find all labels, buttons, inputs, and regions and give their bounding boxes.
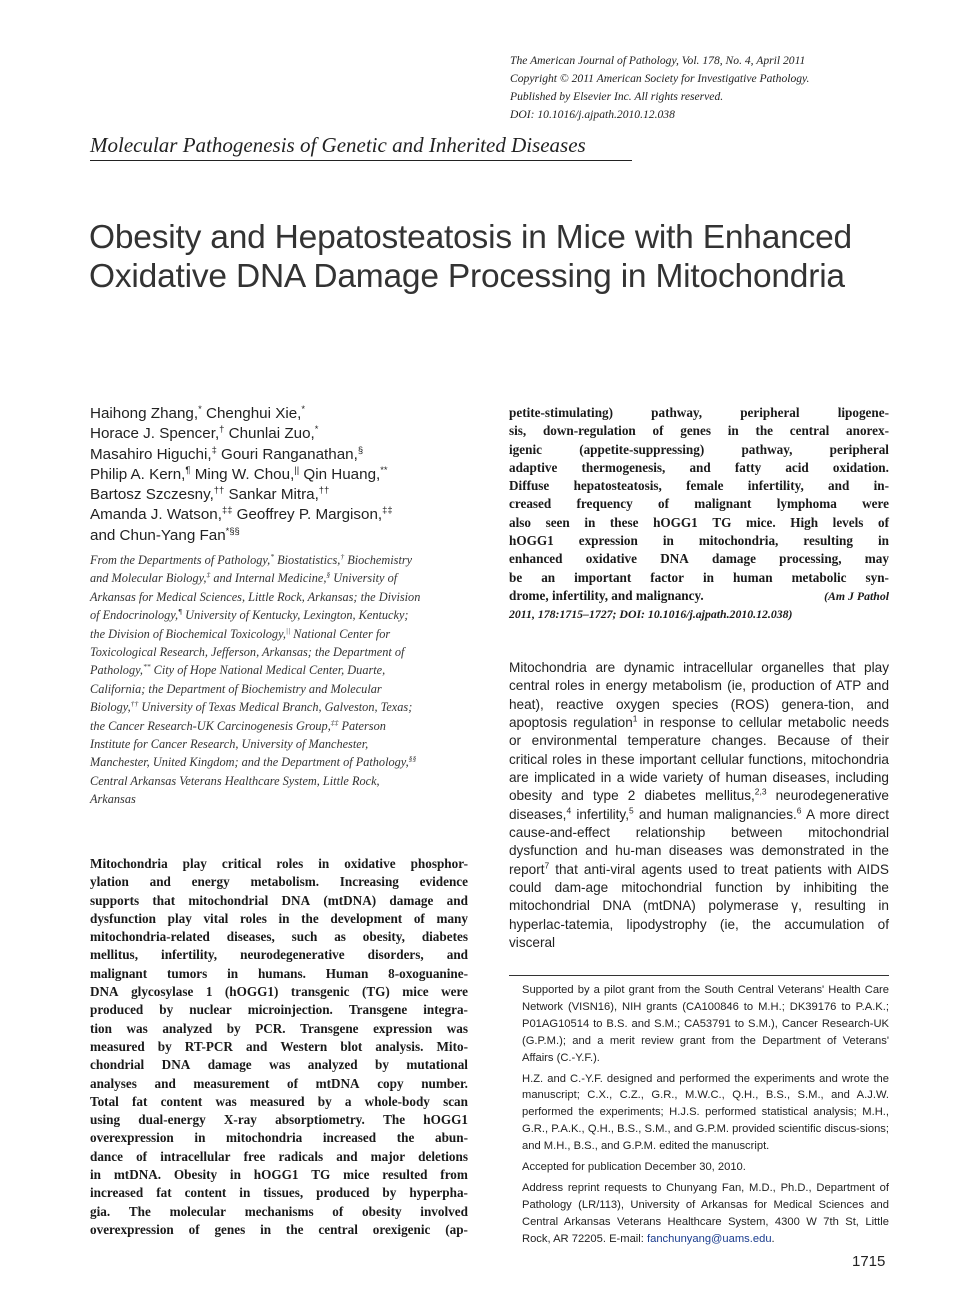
abstract-line: mellitus, infertility, neurodegenerative disorders, and [90,947,468,963]
abstract-line: be an important factor in human metabolic syn- [509,569,889,585]
affiliation-line: Arkansas for Medical Sciences, Little Rock, Arkansas; the Division [90,589,421,604]
page-number: 1715 [852,1253,886,1270]
reference-marker[interactable]: 1 [632,713,638,724]
abstract-line: Mitochondria play critical roles in oxidative phosphor- [90,856,468,871]
abstract-line: DNA glycosylase 1 (hOGG1) transgenic (TG) mice were [90,984,468,1000]
footnote-accepted: Accepted for publication December 30, 2010. [522,1161,746,1174]
abstract-line: adaptive thermogenesis, and fatty acid oxidation. [509,459,889,475]
abstract-last-line: drome, infertility, and malignancy. [509,587,704,603]
author-list [90,404,480,546]
affiliation-line: Pathology,** City of Hope National Medical Center, Duarte, [90,662,386,678]
abstract-line: enhanced oxidative DNA damage processing, may [509,551,889,567]
abstract-line: analyses and measurement of mtDNA copy number. [90,1075,468,1091]
affiliation-line: and Molecular Biology,‡ and Internal Medicine,§ University of [90,570,398,586]
affiliation-line: Manchester, United Kingdom; and the Department of Pathology,§§ [90,754,417,770]
abstract-line: measured by RT-PCR and Western blot analysis. Mito- [90,1038,468,1054]
author-line: Philip A. Kern,¶ Ming W. Chou,|| Qin Huang,** [90,463,388,483]
footnote-reprint: Address reprint requests to Chunyang Fan, M.D., Ph.D., Department of Pathology (LR/113), University of Arkansas for Medical Sciences and Central Arkansas Veterans Healthcare System, 4300 W 7th St, Little Rock, AR 72205. E-mail: fanchunyang@uams.edu. [522,1181,889,1245]
article-title [89,218,889,296]
abstract-line: hOGG1 expression in mitochondria, resulting in [509,533,889,549]
abstract-line: dysfunction play vital roles in the development of many [90,910,468,926]
reference-marker[interactable]: 7 [544,860,550,871]
abstract-line: produced by nuclear microinjection. Transgene integra- [90,1002,468,1018]
abstract-line: mitochondria-related diseases, such as obesity, diabetes [90,929,468,945]
abstract-line: using dual-energy X-ray absorptiometry. The hOGG1 [90,1112,468,1128]
affiliation-line: of Endocrinology,¶ University of Kentucky, Lexington, Kentucky; [90,607,409,623]
abstract-line: chondrial DNA damage was analyzed by mutational [90,1057,468,1073]
abstract-line: supports that mitochondrial DNA (mtDNA) damage and [90,892,468,908]
reference-marker[interactable]: 2,3 [754,786,767,797]
author-line: Amanda J. Watson,‡‡ Geoffrey P. Margison,‡‡ [90,504,393,524]
title-line: Obesity and Hepatosteatosis in Mice with Enhanced [89,219,852,256]
abstract-citation-start: (Am J Pathol [824,588,889,603]
journal-info [510,52,910,124]
affiliation-line: California; the Department of Biochemistry and Molecular [90,681,382,696]
abstract-line: tion was analyzed by PCR. Transgene expression was [90,1020,468,1036]
footnote-contributions: H.Z. and C.-Y.F. designed and performed the experiments and wrote the manuscript; C.X., C.Z., G.R., M.W.C., Q.H., B.S., S.M., and A.J.W. performed the experiments; H.J.S. performed statistical analysis; M.H., G.R., P.A.K., Q.H., B.S., S.M., and G.P.M. provided scientific discus-sions; and M.H., B.S., and G.P.M. edited the manuscript. [522,1072,889,1153]
abstract-line: ylation and energy metabolism. Increasing evidence [90,874,468,890]
abstract-line: Total fat content was measured by a whole-body scan [90,1093,468,1109]
affiliation-line: Biology,†† University of Texas Medical Branch, Galveston, Texas; [90,699,413,715]
title-line: Oxidative DNA Damage Processing in Mitochondria [89,258,845,295]
abstract-citation-line [509,587,889,605]
journal-publisher: Published by Elsevier Inc. All rights reserved. [510,90,724,103]
author-line: Bartosz Szczesny,†† Sankar Mitra,†† [90,484,330,504]
abstract-line: overexpression of genes in the central orexigenic (ap- [90,1221,468,1237]
affiliation-line: the Cancer Research-UK Carcinogenesis Group,‡‡ Paterson [90,717,386,733]
reference-marker[interactable]: 6 [796,805,802,816]
abstract-line: sis, down-regulation of genes in the central anorex- [509,423,889,439]
reference-marker[interactable]: 4 [566,805,572,816]
journal-doi: DOI: 10.1016/j.ajpath.2010.12.038 [510,108,675,121]
abstract-line: malignant tumors in humans. Human 8-oxoguanine- [90,965,468,981]
abstract-line: petite-stimulating) pathway, peripheral lipogene- [509,405,889,420]
abstract-right-column [509,404,889,624]
abstract-line: also seen in these hOGG1 TG mice. High levels of [509,514,889,530]
journal-copyright: Copyright © 2011 American Society for Investigative Pathology. [510,72,810,85]
affiliation-line: Toxicological Research, Jefferson, Arkansas; the Department of [90,645,405,660]
reference-marker[interactable]: 5 [629,805,634,816]
footnotes [509,982,889,1248]
abstract-line: igenic (appetite-suppressing) pathway, peripheral [509,441,889,457]
abstract-right-lines [509,404,889,587]
abstract-left-column [90,855,468,1239]
footnote-divider [509,975,889,976]
body-paragraph: Mitochondria are dynamic intracellular organelles that play central roles in energy metabolism (ie, production of ATP and heat), reactive oxygen species (ROS) genera-tion, and apoptosis regulation$^1$ in response to cellular metabolic needs or environmental temperature changes. Because of their critical roles in these important cellular functions, mitochondria are implicated in a wide variety of human diseases, including obesity and type 2 diabetes mellitus,$^{2,3}$ neurodegenerative diseases,$^4$ infertility,$^5$ and human malignancies.$^6$ A more direct cause-and-effect relationship between mitochondrial dysfunction and hu-man diseases was demonstrated in the report$^7$ that anti-viral agents used to treat patients with AIDS could dam-age mitochondrial function by inhibiting the mitochondrial DNA (mtDNA) polymerase γ, resulting in hyperlac-tatemia, lipodystrophy (ie, the accumulation of visceral [509,660,889,951]
footnote-support: Supported by a pilot grant from the South Central Veterans' Health Care Network (VISN16), NIH grants (CA100846 to M.H.; DK39176 to P.A.K.; P01AG10514 to B.S. and S.M.; CA53791 to S.M.), Cancer Research-UK (G.P.M.); and a merit review grant from the Department of Veterans' Affairs (C.-Y.F.). [522,984,889,1064]
abstract-line: Diffuse hepatosteatosis, female infertility, and in- [509,478,889,494]
affiliation-line: Central Arkansas Veterans Healthcare System, Little Rock, [90,773,380,788]
abstract-line: overexpression in mitochondria increased the abun- [90,1130,468,1146]
author-line: Masahiro Higuchi,‡ Gouri Ranganathan,§ [90,443,364,463]
abstract-line: increased fat content in tissues, produced by hyperpha- [90,1185,468,1201]
section-heading: Molecular Pathogenesis of Genetic and Inherited Diseases [90,131,632,161]
abstract-citation-end: 2011, 178:1715–1727; DOI: 10.1016/j.ajpath.2010.12.038) [509,607,793,622]
affiliation-line: Arkansas [90,792,136,807]
affiliation-line: the Division of Biochemical Toxicology,|| National Center for [90,625,391,641]
abstract-line: in mtDNA. Obesity in hOGG1 TG mice resulted from [90,1167,468,1183]
abstract-line: dance of intracellular free radicals and major deletions [90,1148,468,1164]
affiliation-line: From the Departments of Pathology,* Biostatistics,† Biochemistry [90,551,413,567]
abstract-line: creased frequency of malignant lymphoma were [509,496,889,512]
affiliations [90,551,472,809]
author-line: and Chun-Yang Fan*§§ [90,524,240,544]
abstract-line: gia. The molecular mechanisms of obesity involved [90,1203,468,1219]
email-link[interactable]: fanchunyang@uams.edu [646,1232,772,1245]
affiliation-line: Institute for Cancer Research, University of Manchester, [90,737,369,752]
journal-citation: The American Journal of Pathology, Vol. 178, No. 4, April 2011 [510,54,806,67]
author-line: Horace J. Spencer,† Chunlai Zuo,* [90,423,319,443]
author-line: Haihong Zhang,* Chenghui Xie,* [90,402,306,422]
